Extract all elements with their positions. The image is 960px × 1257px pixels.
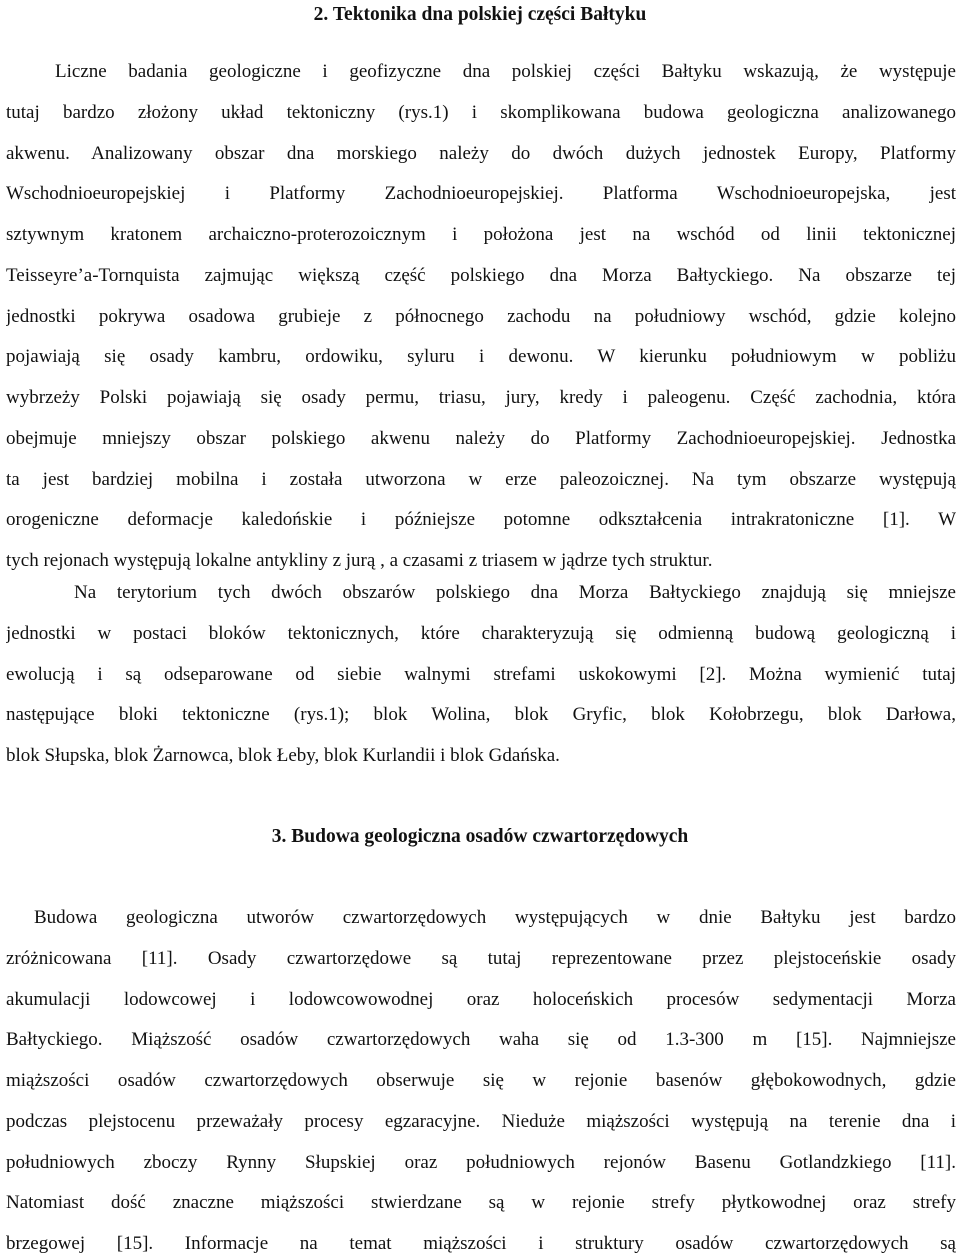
text-line: Natomiast dość znaczne miąższości stwierdzane są w rejonie strefy płytkowodnej oraz strefy bbox=[6, 1192, 956, 1214]
text-line: Bałtyckiego. Miąższość osadów czwartorzędowych waha się od 1.3-300 m [15]. Najmniejsze bbox=[6, 1029, 956, 1051]
text-line: jednostki w postaci bloków tektonicznych, które charakteryzują się odmienną budową geologiczną i bbox=[6, 622, 956, 644]
text-line: akwenu. Analizowany obszar dna morskiego należy do dwóch dużych jednostek Europy, Platformy bbox=[6, 142, 956, 164]
text-line: następujące bloki tektoniczne (rys.1); blok Wolina, blok Gryfic, blok Kołobrzegu, blok Darłowa, bbox=[6, 704, 956, 726]
text-line: brzegowej [15]. Informacje na temat miąższości i struktury osadów czwartorzędowych są bbox=[6, 1233, 956, 1254]
text-line: południowych zboczy Rynny Słupskiej oraz południowych rejonów Basenu Gotlandzkiego [11]. bbox=[6, 1151, 956, 1173]
text-line: zróżnicowana [11]. Osady czwartorzędowe są tutaj reprezentowane przez plejstoceńskie osady bbox=[6, 947, 956, 969]
section-3-paragraph-1 bbox=[6, 906, 956, 1257]
text-line: miąższości osadów czwartorzędowych obserwuje się w rejonie basenów głębokowodnych, gdzie bbox=[6, 1070, 956, 1091]
section-2-title: 2. Tektonika dna polskiej części Bałtyku bbox=[313, 4, 647, 25]
text-line: Budowa geologiczna utworów czwartorzędowych występujących w dnie Bałtyku jest bardzo bbox=[34, 907, 956, 928]
text-line: Wschodnioeuropejskiej i Platformy Zachodnioeuropejskiej. Platforma Wschodnioeuropejska, jest bbox=[6, 183, 956, 205]
text-line: sztywnym kratonem archaiczno-proterozoicznym i położona jest na wschód od linii tektonicznej bbox=[6, 224, 956, 245]
text-line: ta jest bardziej mobilna i została utworzona w erze paleozoicznej. Na tym obszarze występują bbox=[6, 468, 956, 490]
text-line: wybrzeży Polski pojawiają się osady permu, triasu, jury, kredy i paleogenu. Część zachodnia, która bbox=[6, 387, 956, 408]
text-line: tych rejonach występują lokalne antykliny z jurą , a czasami z triasem w jądrze tych struktur. bbox=[6, 550, 713, 571]
text-line: tutaj bardzo złożony układ tektoniczny (rys.1) i skomplikowana budowa geologiczna analizowanego bbox=[6, 101, 956, 123]
text-line: orogeniczne deformacje kaledońskie i późniejsze potomne odkształcenia intrakratoniczne [1]. W bbox=[6, 509, 956, 531]
text-line: obejmuje mniejszy obszar polskiego akwenu należy do Platformy Zachodnioeuropejskiej. Jednostka bbox=[6, 427, 956, 449]
text-line: podczas plejstocenu przeważały procesy egzaracyjne. Nieduże miąższości występują na terenie dna i bbox=[6, 1110, 956, 1132]
text-line: akumulacji lodowcowej i lodowcowowodnej oraz holoceńskich procesów sedymentacji Morza bbox=[6, 988, 956, 1010]
text-line: Na terytorium tych dwóch obszarów polskiego dna Morza Bałtyckiego znajdują się mniejsze bbox=[74, 582, 956, 603]
section-3-title: 3. Budowa geologiczna osadów czwartorzędowych bbox=[271, 826, 689, 847]
text-line: blok Słupska, blok Żarnowca, blok Łeby, blok Kurlandii i blok Gdańska. bbox=[6, 745, 560, 766]
section-2-paragraph-2 bbox=[6, 581, 956, 785]
text-line: pojawiają się osady kambru, ordowiku, syluru i dewonu. W kierunku południowym w pobliżu bbox=[6, 346, 956, 368]
text-line: ewolucją i są odseparowane od siebie walnymi strefami uskokowymi [2]. Można wymienić tutaj bbox=[6, 663, 956, 685]
section-2-paragraph-1 bbox=[6, 60, 956, 590]
text-line: jednostki pokrywa osadowa grubieje z północnego zachodu na południowy wschód, gdzie kolejno bbox=[6, 305, 956, 327]
text-line: Teisseyre’a-Tornquista zajmując większą część polskiego dna Morza Bałtyckiego. Na obszarze tej bbox=[6, 264, 956, 286]
text-line: Liczne badania geologiczne i geofizyczne dna polskiej części Bałtyku wskazują, że występuje bbox=[55, 61, 956, 82]
